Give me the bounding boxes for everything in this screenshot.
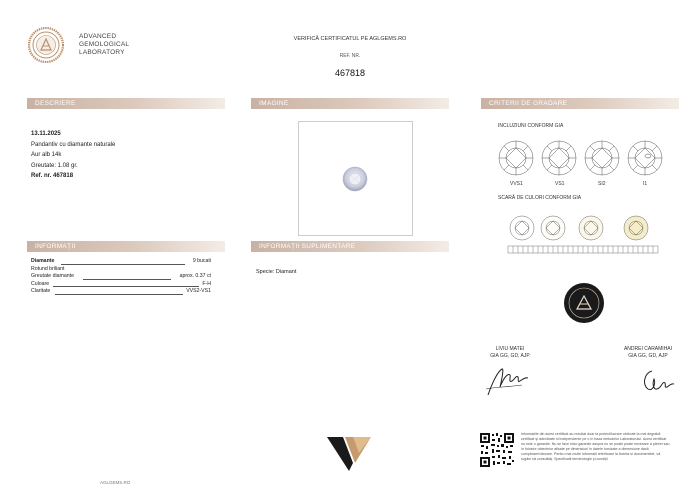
info-label: Rotund briliant [31,265,65,272]
aglgems-seal [563,282,605,324]
color-title: SCARĂ DE CULORI CONFORM GIA [498,195,582,201]
clarity-label: SI2 [598,181,606,187]
description-line: Greutate: 1.08 gr. [31,162,78,169]
info-value: aprox. 0.37 ct [179,273,211,279]
clarity-label: I1 [643,181,648,187]
signature-block [608,346,688,359]
brand-logo [325,433,373,473]
lab-name-line: LABORATORY [79,49,125,56]
section-image: IMAGINE [251,98,449,109]
section-grading: CRITERII DE GRADARE [481,98,679,109]
signature-block [470,346,550,359]
info-value: VVS2-VS1 [186,288,211,294]
color-scale [495,212,670,262]
info-row [31,273,211,281]
signature-left [482,363,532,399]
seal-icon [563,282,605,324]
color-scale-icons [495,212,670,262]
lab-name-line: ADVANCED [79,33,117,40]
info-label: Claritate [31,288,51,294]
info-table [31,258,211,296]
info-label: Culoare [31,280,50,287]
section-info: INFORMAȚII [27,241,225,252]
description-ref: Ref. nr. 467818 [31,173,74,179]
signer-name: ANDREI CARAMIHAI [623,346,673,352]
section-extra-info: INFORMAȚII SUPLIMENTARE [251,241,449,252]
lab-name-line: GEMOLOGICAL [79,41,130,48]
info-row [31,266,211,274]
info-row [31,288,211,296]
info-row [31,281,211,289]
clarity-label: VS1 [555,181,565,187]
info-value: 9 bucati [192,258,211,264]
lab-seal-icon [28,27,64,63]
info-label: Diamante [31,258,55,264]
clarity-diamond-icons [495,138,670,180]
clarity-label: VVS1 [510,181,523,187]
ref-label: REF. NR. [339,53,361,59]
brand-logo-icon [325,433,373,473]
handwritten-signature-icon [482,363,532,399]
lab-name [79,33,129,57]
qr-code [479,432,515,468]
description-block [31,129,211,182]
signature-right [638,363,678,399]
description-date: 13.11.2025 [31,131,61,137]
extra-info-text: Specie: Diamant [256,269,297,275]
footer-website: AGLGEMS.RO [100,480,131,485]
disclaimer-text: Informațiile din acest certificat au rezultat doar la proiect/lucrare obtinute la mai degrabă certificat şi adevărate si independente pe o în baza metodelor Laboratorului. Acest certificat nu este o garanție. Nu se face nicio garanție asupra nu se poate poate necesare a pietrei sau în folosire obiectelor afișate pe dimensiuni în datele furnizate a dimensiune dacă cumpărare/vânzare. Pentru mai multe informații referitoare la licenta si documentele, vă rugăm să consultaţi. Specificatii terminologie şi condiţii [521,432,670,461]
diamond-pendant-icon [299,122,412,235]
section-description: DESCRIERE [27,98,225,109]
info-value: F-H [202,280,211,287]
description-line: Pandantiv cu diamante naturale [31,141,116,148]
info-label: Greutate diamante [31,273,74,279]
verify-text: VERIFICĂ CERTIFICATUL PE AGLGEMS.RO [293,36,407,42]
product-image-frame [298,121,413,236]
info-row [31,258,211,266]
ref-number: 467818 [334,68,366,78]
signer-title: GIA GG, GD, AJP [628,352,668,359]
lab-logo [28,27,64,63]
handwritten-signature-icon [638,363,678,399]
qr-code-icon [479,432,515,468]
signer-name: LIVIU MATEI [495,346,525,352]
signer-title: GIA GG, GD, AJP [490,352,530,359]
clarity-title: INCLUZIUNI CONFORM GIA [498,123,564,129]
description-line: Aur alb 14k [31,152,62,158]
